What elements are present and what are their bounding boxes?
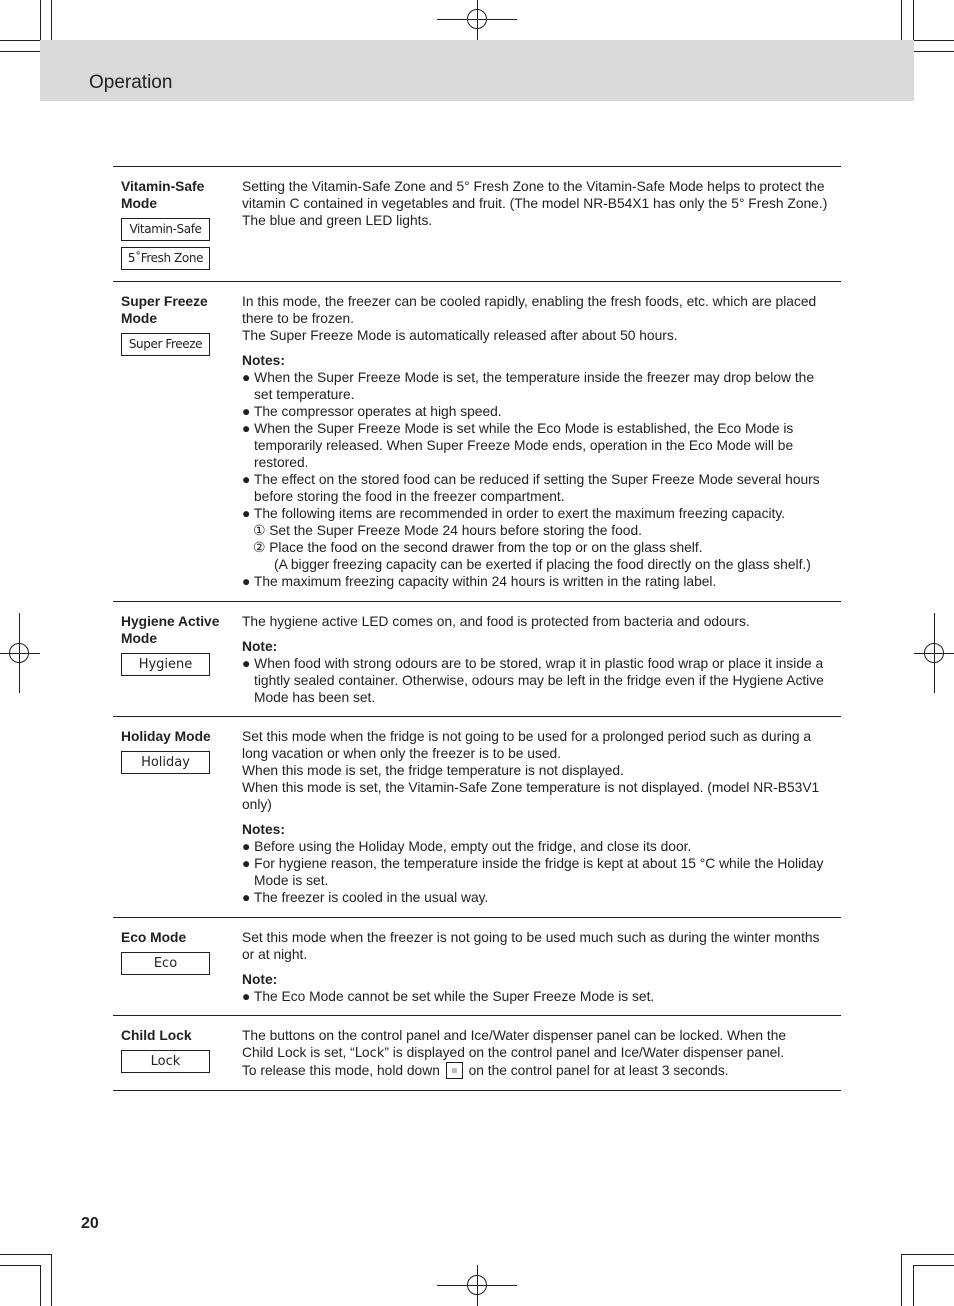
description-text: Child Lock is set, “ bbox=[242, 1045, 355, 1060]
registration-circle bbox=[467, 1275, 487, 1295]
crop-mark bbox=[913, 1265, 954, 1266]
mode-name: Vitamin-Safe Mode bbox=[121, 179, 205, 211]
mode-name: Hygiene Active Mode bbox=[121, 614, 220, 646]
registration-circle bbox=[467, 9, 487, 29]
note-sub-item: ② Place the food on the second drawer from the top or on the glass shelf. bbox=[253, 540, 703, 555]
notes-heading: Note: bbox=[242, 639, 278, 654]
mode-description: Setting the Vitamin-Safe Zone and 5° Fresh Zone to the Vitamin-Safe Mode helps to protect the vitamin C contained in vegetables and fruit. (The model NR-B54X1 has only the 5° Fresh Zone.) The blue and green LED lights. bbox=[242, 179, 828, 228]
note-item: ● The maximum freezing capacity within 24 hours is written in the rating label. bbox=[242, 574, 717, 589]
mode-description: When this mode is set, the Vitamin-Safe Zone temperature is not displayed. (model NR-B53V1 only) bbox=[242, 780, 820, 812]
crop-mark bbox=[40, 0, 41, 40]
note-sub-note: (A bigger freezing capacity can be exerted if placing the food directly on the glass shelf.) bbox=[274, 557, 811, 572]
mode-name: Holiday Mode bbox=[121, 729, 211, 744]
note-item: ● The freezer is cooled in the usual way. bbox=[242, 890, 489, 905]
mode-description: Set this mode when the freezer is not going to be used much such as during the winter months or at night. bbox=[242, 930, 820, 962]
display-indicator-eco: Eco bbox=[121, 952, 210, 975]
mode-row-holiday bbox=[113, 717, 841, 918]
crop-mark bbox=[0, 1265, 40, 1266]
display-indicator-lock: Lock bbox=[121, 1050, 210, 1073]
note-item: ● Before using the Holiday Mode, empty out the fridge, and close its door. bbox=[242, 839, 692, 854]
mode-row-eco bbox=[113, 918, 841, 1016]
grid-button-icon bbox=[446, 1062, 463, 1079]
mode-row-child-lock bbox=[113, 1016, 841, 1091]
description-text: To release this mode, hold down bbox=[242, 1063, 440, 1078]
display-indicator-holiday: Holiday bbox=[121, 751, 210, 774]
display-indicator-vitamin-safe: Vitamin-Safe bbox=[121, 218, 210, 241]
registration-circle bbox=[9, 643, 29, 663]
mode-name: Super Freeze Mode bbox=[121, 294, 208, 326]
note-item: ● For hygiene reason, the temperature inside the fridge is kept at about 15 °C while the Holiday Mode is set. bbox=[242, 856, 824, 888]
mode-name: Eco Mode bbox=[121, 930, 187, 945]
registration-circle bbox=[924, 643, 944, 663]
mode-row-vitamin-safe bbox=[113, 167, 841, 282]
crop-mark bbox=[913, 40, 954, 41]
crop-mark bbox=[51, 1254, 52, 1306]
crop-mark bbox=[0, 1254, 52, 1255]
mode-row-super-freeze bbox=[113, 282, 841, 602]
note-item: ● The effect on the stored food can be reduced if setting the Super Freeze Mode several hours before storing the food in the freezer compartment. bbox=[242, 472, 820, 504]
mode-description: In this mode, the freezer can be cooled rapidly, enabling the fresh foods, etc. which are placed there to be frozen. bbox=[242, 294, 817, 326]
mode-row-hygiene-active bbox=[113, 602, 841, 717]
note-item: ● When food with strong odours are to be stored, wrap it in plastic food wrap or place it inside a tightly sealed container. Otherwise, odours may be left in the fridge even if the Hygiene Active Mode has been set. bbox=[242, 656, 824, 705]
mode-description bbox=[242, 1062, 835, 1079]
notes-heading: Note: bbox=[242, 972, 278, 987]
section-header-band bbox=[40, 40, 914, 101]
crop-mark bbox=[901, 1254, 902, 1306]
page-number: 20 bbox=[81, 1215, 99, 1232]
page-title: Operation bbox=[89, 72, 173, 93]
mode-table bbox=[113, 166, 841, 1091]
crop-mark bbox=[913, 0, 914, 40]
crop-mark bbox=[40, 1265, 41, 1306]
mode-description: The hygiene active LED comes on, and food is protected from bacteria and odours. bbox=[242, 614, 750, 629]
mode-name: Child Lock bbox=[121, 1028, 192, 1043]
notes-heading: Notes: bbox=[242, 822, 285, 837]
mode-description: Set this mode when the fridge is not going to be used for a prolonged period such as during a long vacation or when only the freezer is to be used. bbox=[242, 729, 812, 761]
notes-heading: Notes: bbox=[242, 353, 285, 368]
mode-description: The Super Freeze Mode is automatically released after about 50 hours. bbox=[242, 328, 678, 343]
display-indicator-fresh-zone: 5˚Fresh Zone bbox=[121, 247, 210, 270]
note-item: ● The Eco Mode cannot be set while the Super Freeze Mode is set. bbox=[242, 989, 655, 1004]
crop-mark bbox=[913, 1265, 914, 1306]
description-text: on the control panel for at least 3 seconds. bbox=[468, 1063, 729, 1078]
inline-lock-display: Lock bbox=[354, 1046, 385, 1061]
description-text: ” is displayed on the control panel and Ice/Water dispenser panel. bbox=[384, 1045, 785, 1060]
crop-mark bbox=[0, 40, 40, 41]
note-item: ● When the Super Freeze Mode is set while the Eco Mode is established, the Eco Mode is temporarily released. When Super Freeze Mode ends, operation in the Eco Mode will be restored. bbox=[242, 421, 794, 470]
note-sub-item: ① Set the Super Freeze Mode 24 hours before storing the food. bbox=[253, 523, 642, 538]
display-indicator-super-freeze: Super Freeze bbox=[121, 333, 210, 356]
crop-mark bbox=[901, 1254, 954, 1255]
note-item: ● The following items are recommended in order to exert the maximum freezing capacity. bbox=[242, 506, 786, 521]
note-item: ● The compressor operates at high speed. bbox=[242, 404, 502, 419]
note-item: ● When the Super Freeze Mode is set, the temperature inside the freezer may drop below the set temperature. bbox=[242, 370, 814, 402]
mode-description: When this mode is set, the fridge temperature is not displayed. bbox=[242, 763, 624, 778]
mode-description: The buttons on the control panel and Ice/Water dispenser panel can be locked. When the bbox=[242, 1028, 787, 1043]
display-indicator-hygiene: Hygiene bbox=[121, 653, 210, 676]
mode-description bbox=[242, 1044, 835, 1062]
